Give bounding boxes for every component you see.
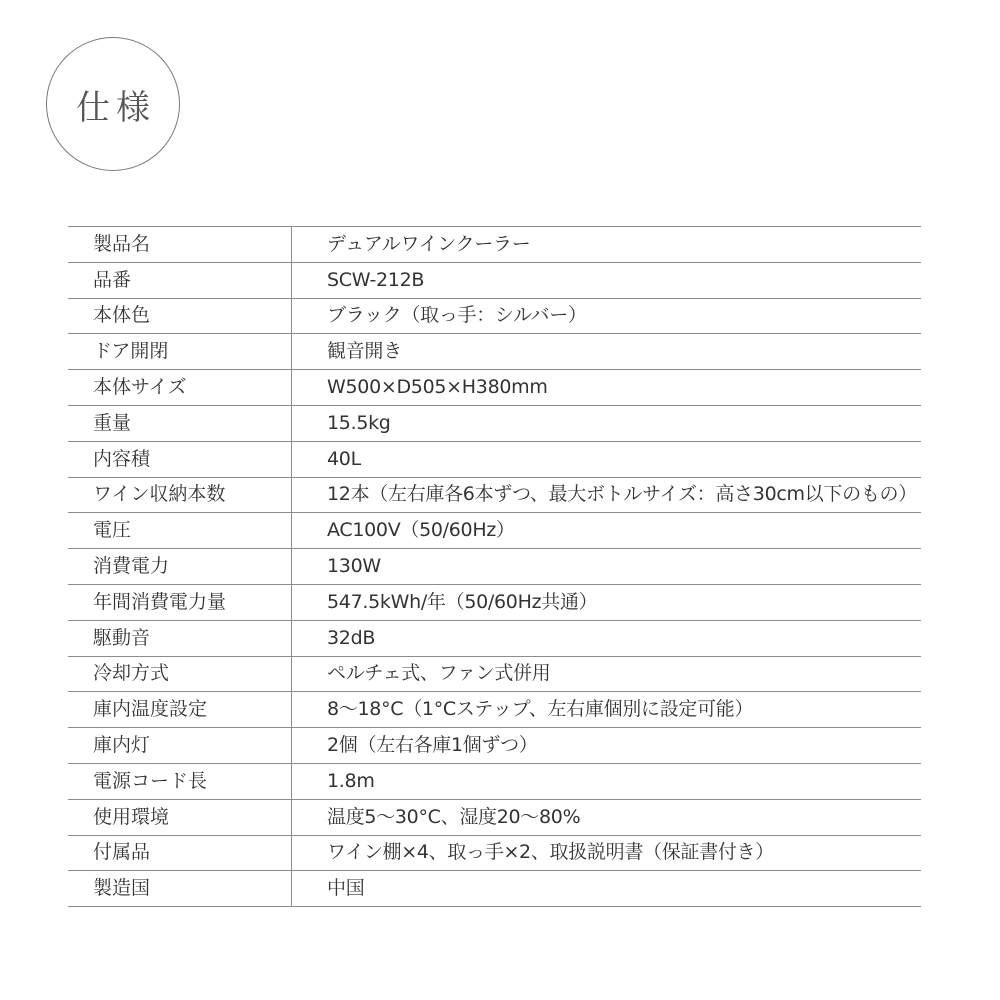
spec-value: ワイン棚×4、取っ手×2、取扱説明書（保証書付き） — [292, 835, 922, 871]
table-row — [68, 441, 921, 477]
spec-value: デュアルワインクーラー — [292, 227, 922, 263]
spec-label: 重量 — [68, 405, 292, 441]
spec-label: 駆動音 — [68, 620, 292, 656]
page-title: 仕様 — [76, 87, 156, 128]
spec-value: AC100V（50/60Hz） — [292, 513, 922, 549]
table-row — [68, 477, 921, 513]
spec-value: 1.8m — [292, 763, 922, 799]
spec-label: 内容積 — [68, 441, 292, 477]
spec-label: 本体色 — [68, 298, 292, 334]
table-row — [68, 513, 921, 549]
spec-table — [68, 226, 921, 907]
table-row — [68, 370, 921, 406]
spec-value: ペルチェ式、ファン式併用 — [292, 656, 922, 692]
spec-value: W500×D505×H380mm — [292, 370, 922, 406]
table-row — [68, 549, 921, 585]
table-row — [68, 799, 921, 835]
spec-value: 中国 — [292, 871, 922, 907]
table-row — [68, 692, 921, 728]
table-row — [68, 871, 921, 907]
spec-label: 冷却方式 — [68, 656, 292, 692]
spec-value: 8〜18°C（1°Cステップ、左右庫個別に設定可能） — [292, 692, 922, 728]
table-row — [68, 620, 921, 656]
spec-value: 40L — [292, 441, 922, 477]
spec-label: 製造国 — [68, 871, 292, 907]
table-row — [68, 298, 921, 334]
spec-label: ワイン収納本数 — [68, 477, 292, 513]
spec-label: 庫内温度設定 — [68, 692, 292, 728]
spec-value: 2個（左右各庫1個ずつ） — [292, 728, 922, 764]
table-row — [68, 584, 921, 620]
spec-label: 品番 — [68, 262, 292, 298]
spec-label: 製品名 — [68, 227, 292, 263]
spec-label: 電圧 — [68, 513, 292, 549]
table-row — [68, 262, 921, 298]
table-row — [68, 835, 921, 871]
table-row — [68, 227, 921, 263]
table-row — [68, 334, 921, 370]
table-row — [68, 728, 921, 764]
spec-label: 消費電力 — [68, 549, 292, 585]
spec-label: ドア開閉 — [68, 334, 292, 370]
spec-label: 庫内灯 — [68, 728, 292, 764]
spec-value: 547.5kWh/年（50/60Hz共通） — [292, 584, 922, 620]
title-badge — [46, 37, 180, 171]
spec-label: 付属品 — [68, 835, 292, 871]
spec-label: 年間消費電力量 — [68, 584, 292, 620]
table-row — [68, 656, 921, 692]
spec-value: 温度5〜30°C、湿度20〜80% — [292, 799, 922, 835]
spec-value: SCW-212B — [292, 262, 922, 298]
spec-value: 130W — [292, 549, 922, 585]
spec-value: 観音開き — [292, 334, 922, 370]
table-row — [68, 405, 921, 441]
spec-label: 本体サイズ — [68, 370, 292, 406]
spec-label: 電源コード長 — [68, 763, 292, 799]
spec-value: 15.5kg — [292, 405, 922, 441]
spec-label: 使用環境 — [68, 799, 292, 835]
spec-value: ブラック（取っ手：シルバー） — [292, 298, 922, 334]
spec-value: 32dB — [292, 620, 922, 656]
table-row — [68, 763, 921, 799]
spec-value: 12本（左右庫各6本ずつ、最大ボトルサイズ：高さ30cm以下のもの） — [292, 477, 922, 513]
